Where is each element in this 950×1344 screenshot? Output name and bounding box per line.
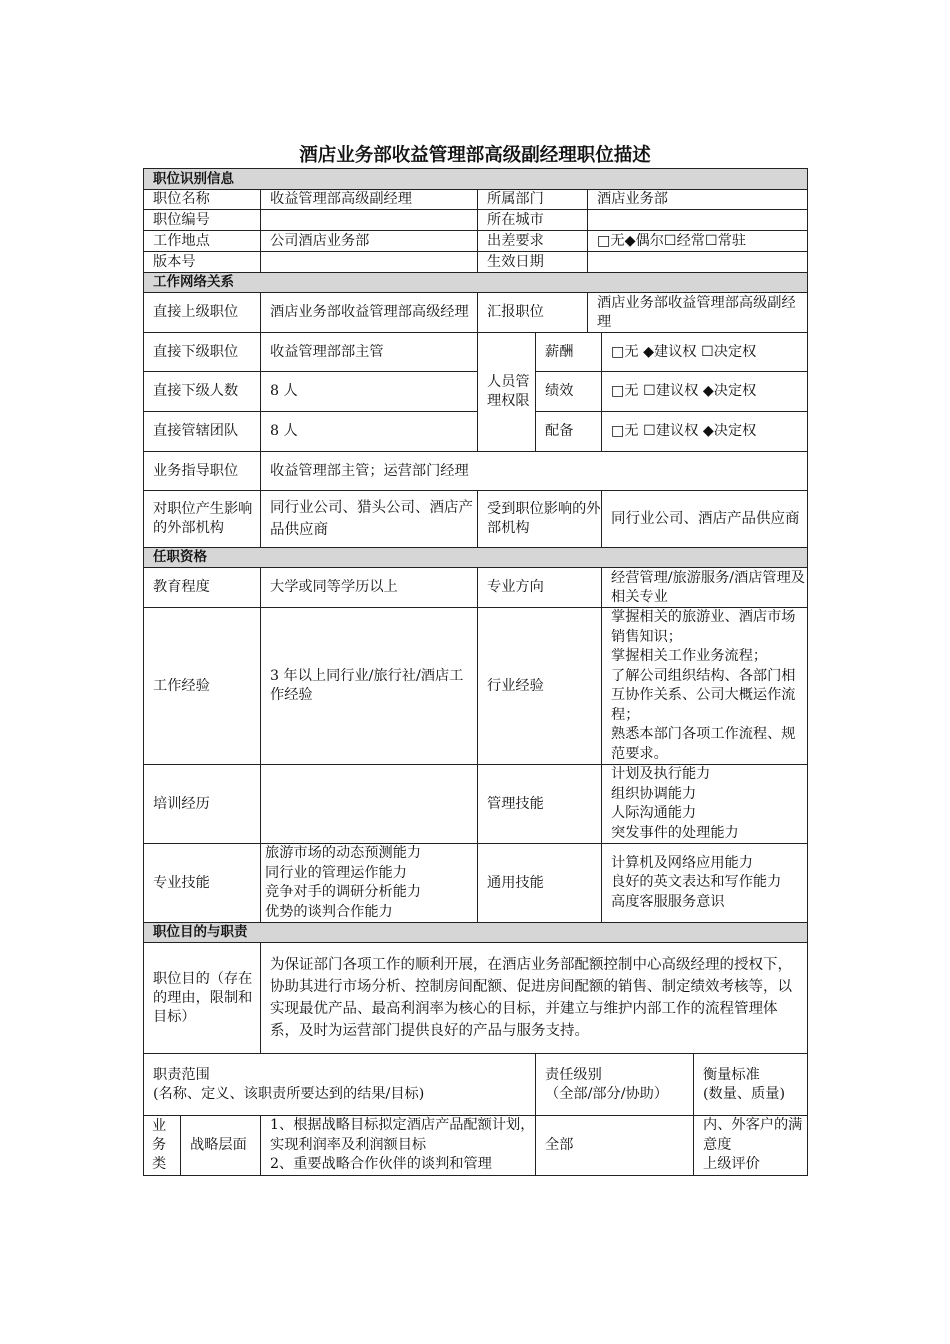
- measure-sub: (数量、质量): [703, 1085, 786, 1102]
- department-label: 所属部门: [478, 190, 588, 210]
- salary-options: □无 ◆建议权 ☐决定权: [602, 333, 808, 372]
- subordinate-value: 收益管理部部主管: [261, 333, 478, 372]
- major-value: 经营管理/旅游服务/酒店管理及相关专业: [602, 568, 808, 608]
- salary-label: 薪酬: [536, 333, 602, 372]
- headcount-value: 8 人: [261, 372, 478, 412]
- staffing-label: 配备: [536, 412, 602, 452]
- mgmt-skill-item: 组织协调能力: [611, 785, 697, 802]
- strategy-measure: [694, 1116, 808, 1176]
- general-skill-item: 良好的英文表达和写作能力: [611, 874, 782, 891]
- industry-item: 了解公司组织结构、各部门相互协作关系、公司大概运作流程；: [611, 667, 796, 723]
- report-value: 酒店业务部收益管理部高级副经理: [588, 293, 808, 333]
- travel-options: □无◆偶尔☐经常☐常驻: [588, 231, 808, 252]
- mgmt-skill-item: 突发事件的处理能力: [611, 824, 739, 841]
- position-no-value: [261, 210, 478, 231]
- pro-skill-item: 竞争对手的调研分析能力: [265, 884, 422, 900]
- mgmt-skills-label: 管理技能: [478, 765, 602, 844]
- industry-item: 掌握相关工作业务流程；: [611, 648, 768, 664]
- section-purpose: 职位目的与职责: [144, 923, 808, 943]
- experience-label: 工作经验: [144, 608, 261, 765]
- position-name-label: 职位名称: [144, 190, 261, 210]
- major-label: 专业方向: [478, 568, 602, 608]
- location-value: 公司酒店业务部: [261, 231, 478, 252]
- strategy-label: 战略层面: [181, 1116, 261, 1176]
- industry-item: 熟悉本部门各项工作流程、规范要求。: [611, 726, 796, 762]
- purpose-text: 为保证部门各项工作的顺利开展，在酒店业务部配额控制中心高级经理的授权下，协助其进行市场分析、控制房间配额、促进房间配额的销售、制定绩效考核等，以实现最优产品、最高利润率为核心的目标，并建立与维护内部工作的流程管理体系，及时为运营部门提供良好的产品与服务支持。: [261, 943, 808, 1054]
- mgmt-skills-value: [602, 765, 808, 844]
- department-value: 酒店业务部: [588, 190, 808, 210]
- pro-skill-item: 优势的谈判合作能力: [265, 903, 393, 920]
- strategy-item: 1、根据战略目标拟定酒店产品配额计划，实现利润率及利润额目标: [270, 1117, 535, 1153]
- guidance-value: 收益管理部主管；运营部门经理: [261, 452, 808, 491]
- general-skills-label: 通用技能: [478, 844, 602, 923]
- general-skill-item: 计算机及网络应用能力: [611, 854, 753, 871]
- personnel-authority-label: 人员管理权限: [478, 333, 536, 452]
- pro-skills-label: 专业技能: [144, 844, 261, 923]
- effective-date-label: 生效日期: [478, 252, 588, 273]
- category-label: 业务类: [144, 1116, 181, 1176]
- industry-label: 行业经验: [478, 608, 602, 765]
- training-value: [261, 765, 478, 844]
- measure-label: 衡量标准: [703, 1066, 760, 1083]
- pro-skill-item: 旅游市场的动态预测能力: [265, 845, 422, 861]
- pro-skills-value: [261, 844, 478, 923]
- scope-sub: (名称、定义、该职责所要达到的结果/目标): [153, 1085, 425, 1102]
- strategy-item: 2、重要战略合作伙伴的谈判和管理: [270, 1156, 492, 1172]
- version-value: [261, 252, 478, 273]
- section-network: 工作网络关系: [144, 273, 808, 293]
- superior-value: 酒店业务部收益管理部高级经理: [261, 293, 478, 333]
- general-skill-item: 高度客服服务意识: [611, 893, 725, 910]
- city-value: [588, 210, 808, 231]
- level-header: [536, 1054, 694, 1116]
- external-impact-label: 对职位产生影响的外部机构: [144, 491, 261, 548]
- position-name-value: 收益管理部高级副经理: [261, 190, 478, 210]
- strategy-level: 全部: [536, 1116, 694, 1176]
- document-title: 酒店业务部收益管理部高级副经理职位描述: [299, 145, 651, 166]
- scope-header: [144, 1054, 536, 1116]
- scope-label: 职责范围: [153, 1066, 210, 1083]
- strategy-measure-item: 内、外客户的满意度: [703, 1117, 803, 1153]
- guidance-label: 业务指导职位: [144, 452, 261, 491]
- industry-value: [602, 608, 808, 765]
- report-label: 汇报职位: [478, 293, 588, 333]
- external-affected-label: 受到职位影响的外部机构: [478, 491, 602, 548]
- job-description-document: [143, 144, 807, 1176]
- education-label: 教育程度: [144, 568, 261, 608]
- section-qualifications: 任职资格: [144, 548, 808, 568]
- external-affected-value: 同行业公司、酒店产品供应商: [602, 491, 808, 548]
- mgmt-skill-item: 计划及执行能力: [611, 766, 711, 782]
- subordinate-label: 直接下级职位: [144, 333, 261, 372]
- strategy-items: [261, 1116, 536, 1176]
- headcount-label: 直接下级人数: [144, 372, 261, 412]
- performance-options: □无 ☐建议权 ◆决定权: [602, 372, 808, 412]
- city-label: 所在城市: [478, 210, 588, 231]
- pro-skill-item: 同行业的管理运作能力: [265, 864, 407, 881]
- general-skills-value: [602, 844, 808, 923]
- effective-date-value: [588, 252, 808, 273]
- mgmt-skill-item: 人际沟通能力: [611, 805, 697, 821]
- level-label: 责任级别: [545, 1066, 602, 1083]
- experience-value: 3 年以上同行业/旅行社/酒店工作经验: [261, 608, 478, 765]
- staffing-options: □无 ☐建议权 ◆决定权: [602, 412, 808, 452]
- external-impact-value: 同行业公司、猎头公司、酒店产品供应商: [261, 491, 478, 548]
- performance-label: 绩效: [536, 372, 602, 412]
- strategy-measure-item: 上级评价: [703, 1156, 760, 1172]
- position-no-label: 职位编号: [144, 210, 261, 231]
- travel-label: 出差要求: [478, 231, 588, 252]
- level-sub: （全部/部分/协助）: [545, 1085, 669, 1102]
- team-value: 8 人: [261, 412, 478, 452]
- section-identification: 职位识别信息: [144, 169, 808, 190]
- purpose-label: 职位目的（存在的理由，限制和目标）: [144, 943, 261, 1054]
- version-label: 版本号: [144, 252, 261, 273]
- education-value: 大学或同等学历以上: [261, 568, 478, 608]
- team-label: 直接管辖团队: [144, 412, 261, 452]
- superior-label: 直接上级职位: [144, 293, 261, 333]
- industry-item: 掌握相关的旅游业、酒店市场销售知识；: [611, 609, 796, 645]
- location-label: 工作地点: [144, 231, 261, 252]
- training-label: 培训经历: [144, 765, 261, 844]
- job-description-table: [143, 168, 808, 1176]
- measure-header: [694, 1054, 808, 1116]
